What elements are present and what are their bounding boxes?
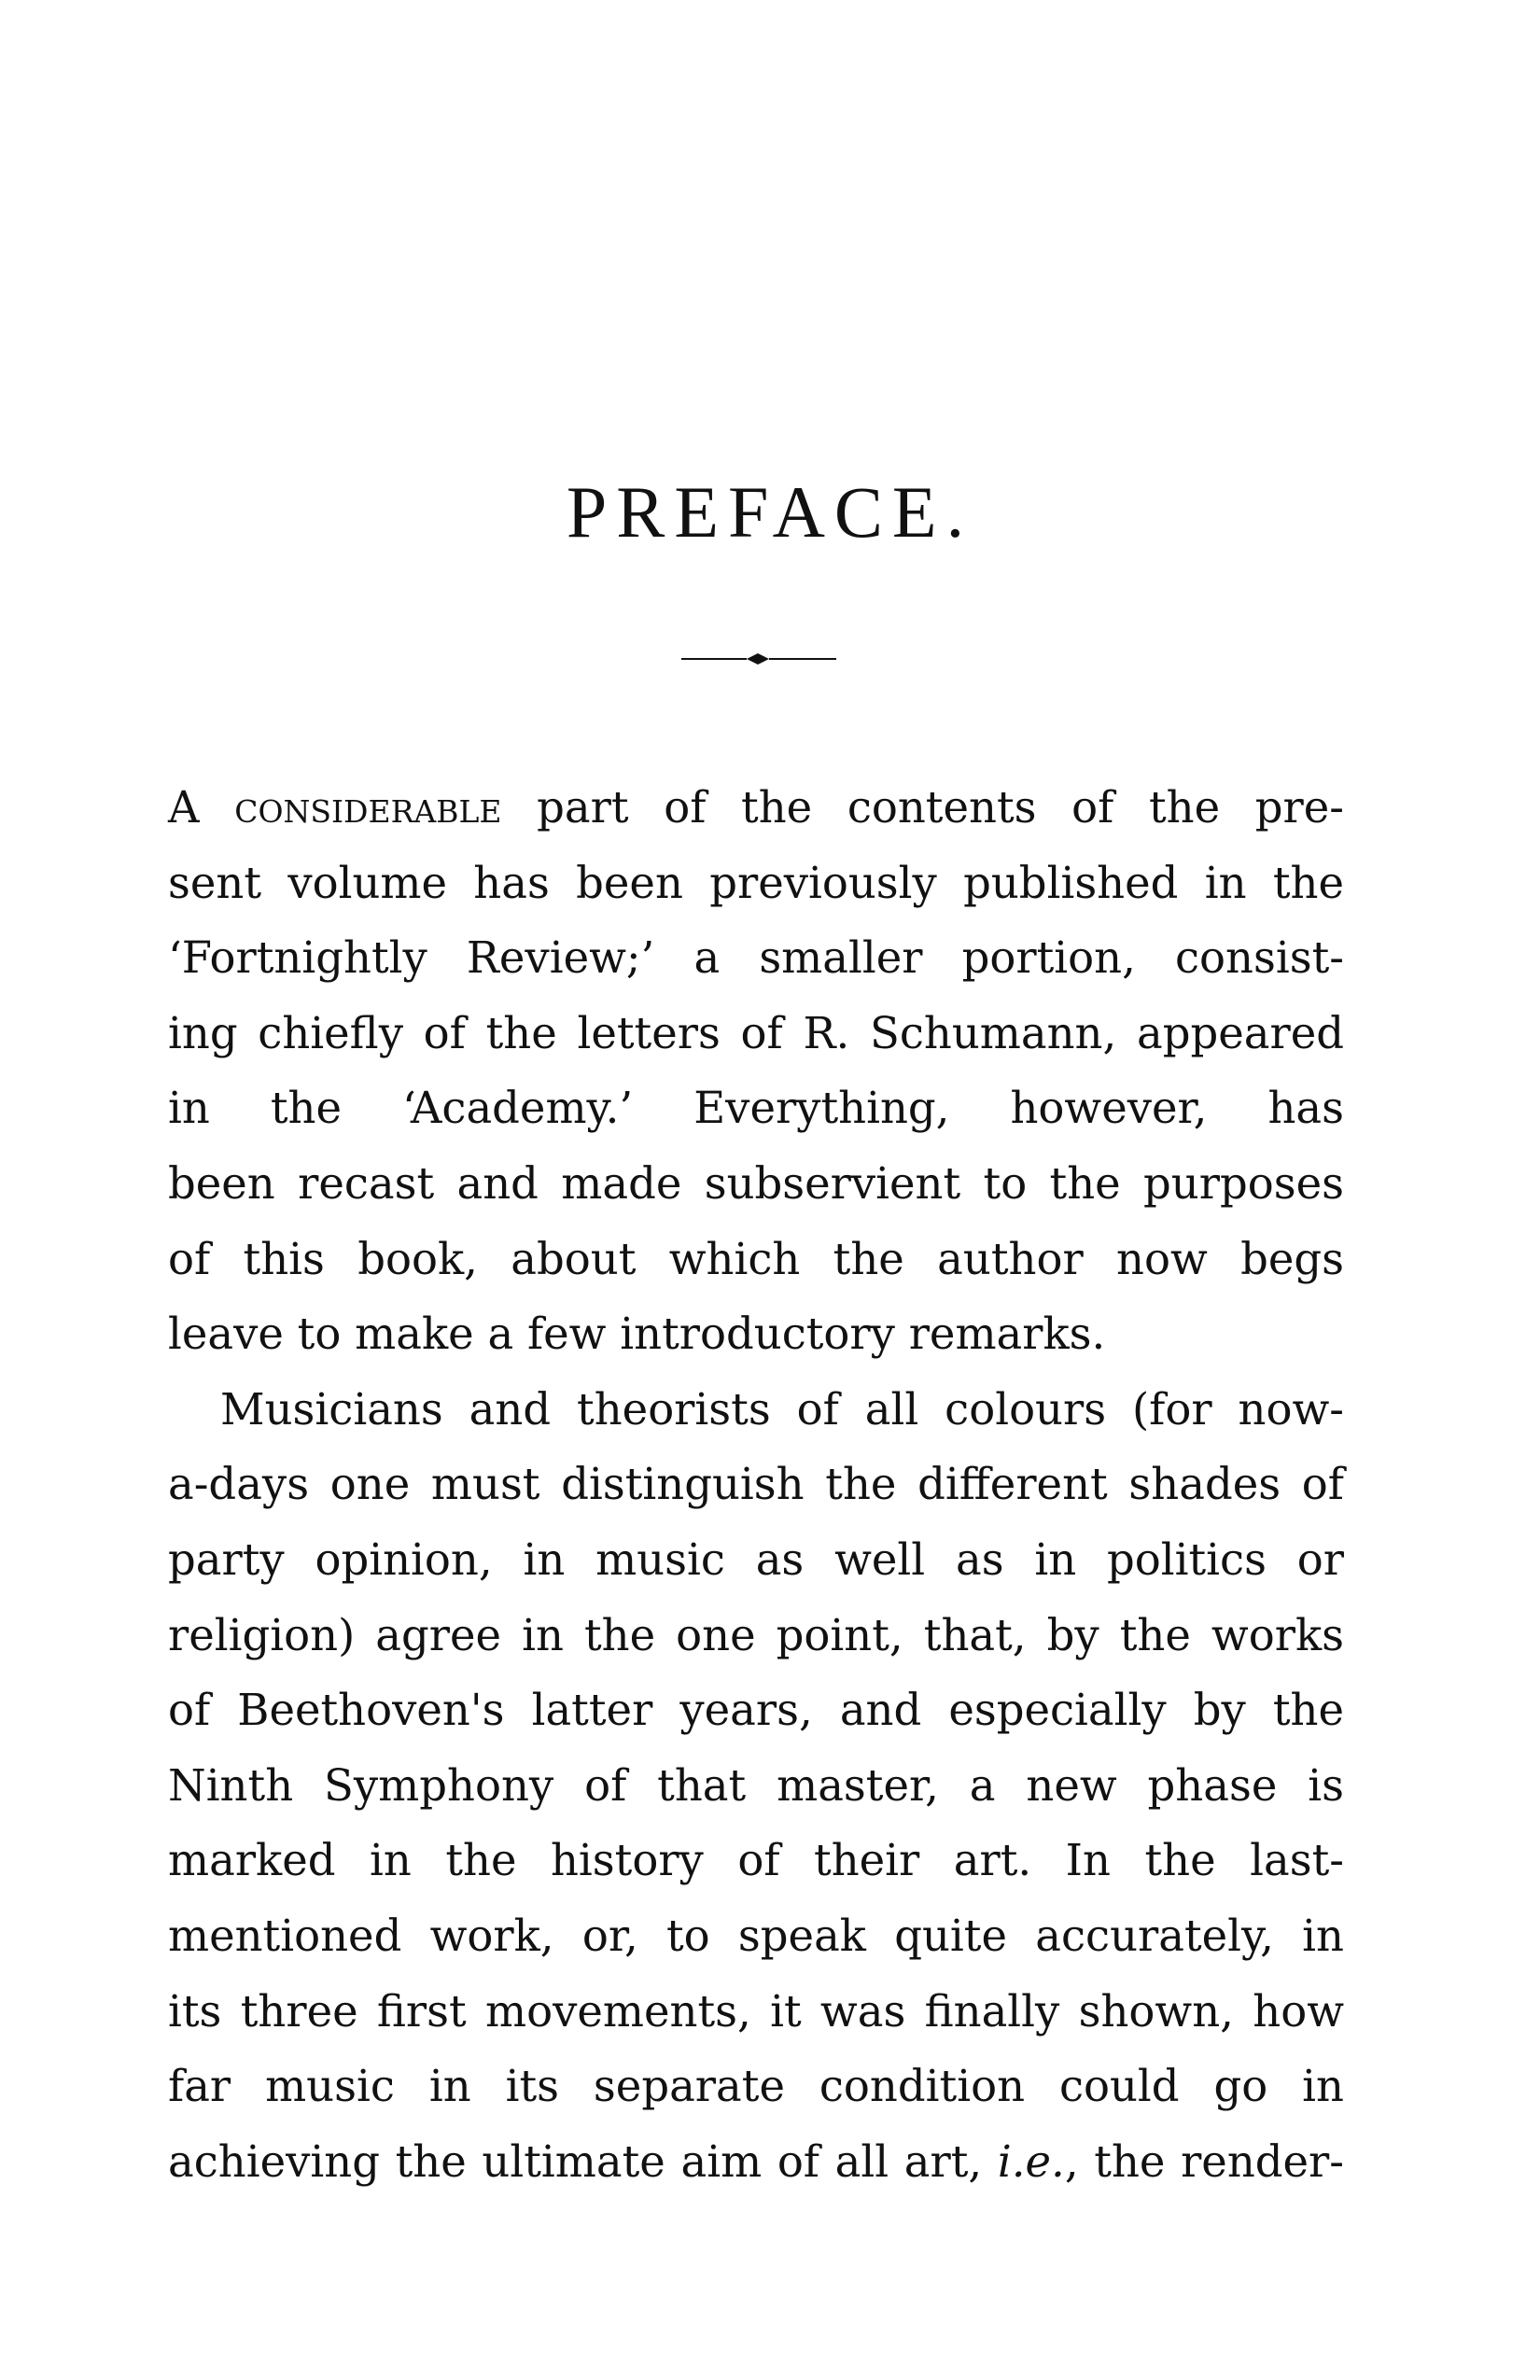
text-line: been recast and made subservient to the purposes	[168, 1157, 1344, 1209]
text-line: party opinion, in music as well as in politics or	[168, 1533, 1344, 1585]
text-line: sent volume has been previously published in the	[168, 857, 1344, 908]
text-line: Musicians and theorists of all colours (for now-	[220, 1383, 1344, 1435]
line-start: achieving the ultimate aim of all art,	[168, 2135, 998, 2187]
text-line: of this book, about which the author now begs	[168, 1233, 1344, 1284]
text-line: far music in its separate condition could go in	[168, 2061, 1344, 2112]
text-line: religion) agree in the one point, that, by the works	[168, 1609, 1344, 1660]
text-line: mentioned work, or, to speak quite accurately, in	[168, 1910, 1344, 1961]
text-line: ing chiefly of the letters of R. Schumann, appeared	[168, 1007, 1344, 1058]
text-line: leave to make a few introductory remarks.	[168, 1309, 1106, 1360]
text-line	[168, 770, 1344, 846]
text-line: in the ‘Academy.’ Everything, however, has	[168, 1083, 1344, 1134]
small-caps-word: considerable	[234, 782, 502, 833]
text-line: Ninth Symphony of that master, a new phase is	[168, 1759, 1344, 1811]
text-line: a-days one must distinguish the different shades of	[168, 1459, 1344, 1510]
text-line: marked in the history of their art. In the last-	[168, 1835, 1344, 1886]
italic-abbreviation: i.e.	[997, 2135, 1065, 2187]
line-end: , the render-	[1064, 2135, 1344, 2187]
text-line: its three first movements, it was finally shown, how	[168, 1985, 1344, 2037]
paragraph-1	[168, 770, 1344, 1372]
ornament-divider	[679, 648, 838, 670]
text-line: ‘Fortnightly Review;’ a smaller portion, consist-	[168, 932, 1344, 984]
text-line: of Beethoven's latter years, and especially by the	[168, 1685, 1344, 1736]
line-rest: part of the contents of the pre-	[501, 782, 1344, 833]
paragraph-2	[168, 1372, 1344, 2200]
text-line	[168, 2124, 1344, 2200]
drop-word: A	[168, 782, 235, 833]
body-text	[168, 770, 1344, 2199]
page-title: PREFACE.	[566, 471, 974, 553]
